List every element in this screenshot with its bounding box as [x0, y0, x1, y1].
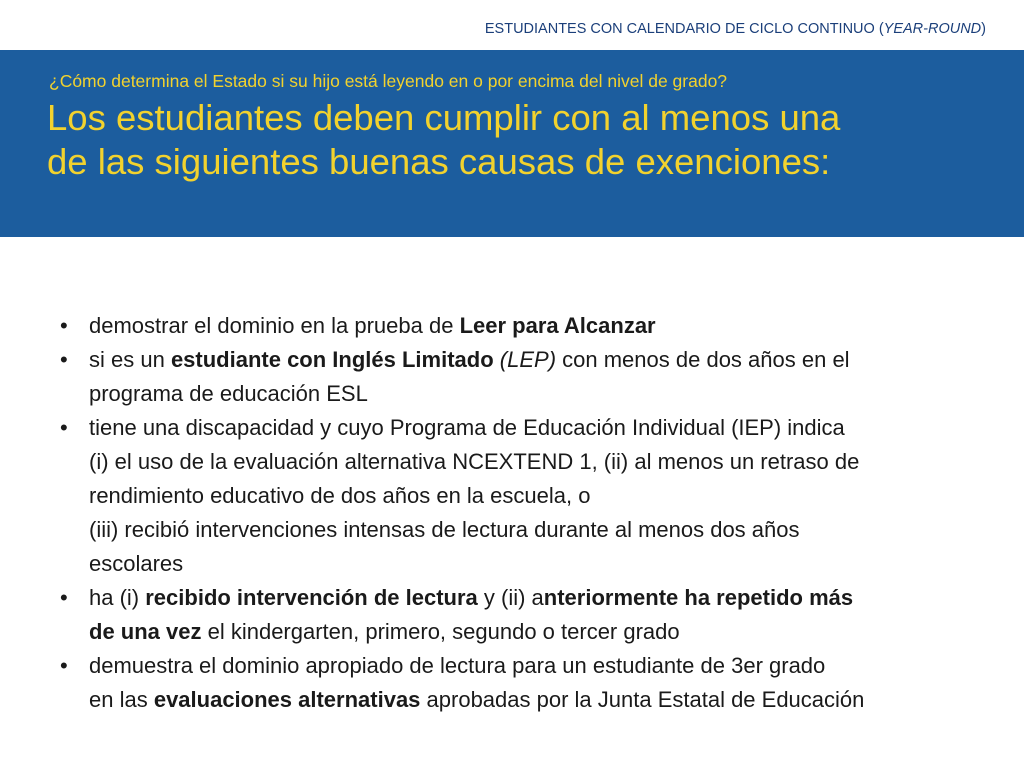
text-run: aprobadas por la Junta Estatal de Educación	[420, 687, 865, 712]
list-item-text-continued: (i) el uso de la evaluación alternativa NCEXTEND 1, (ii) al menos un retraso de	[89, 449, 860, 474]
list-item-text	[89, 343, 1000, 377]
list-item-text	[89, 581, 1000, 615]
text-run: demostrar el dominio en la prueba de	[89, 313, 460, 338]
exemptions-list	[60, 309, 1000, 717]
text-run: con menos de dos años en el	[556, 347, 850, 372]
list-item-text-continued: programa de educación ESL	[89, 381, 368, 406]
bullet-icon: •	[60, 415, 68, 440]
list-item-text	[89, 309, 1000, 343]
section-title	[485, 21, 986, 37]
list-item-text-continued: (iii) recibió intervenciones intensas de lectura durante al menos dos años	[89, 517, 800, 542]
text-run: y (ii) a	[477, 585, 544, 610]
section-title-italic: YEAR-ROUND	[883, 21, 982, 37]
banner-question: ¿Cómo determina el Estado si su hijo está leyendo en o por encima del nivel de grado?	[49, 71, 728, 91]
list-item-text-continued	[89, 615, 1000, 649]
list-item-text: demuestra el dominio apropiado de lectura para un estudiante de 3er grado	[89, 653, 826, 678]
bullet-icon: •	[60, 347, 68, 372]
bullet-icon: •	[60, 585, 68, 610]
list-item	[60, 411, 1000, 581]
bullet-icon: •	[60, 653, 68, 678]
text-run: en las	[89, 687, 154, 712]
list-item	[60, 649, 1000, 717]
bold-text-run: Leer para Alcanzar	[459, 313, 656, 338]
list-item-text-continued: escolares	[89, 551, 184, 576]
text-run: el kindergarten, primero, segundo o tercer grado	[201, 619, 680, 644]
section-title-suffix: )	[981, 21, 986, 37]
bold-text-run: nteriormente ha repetido más	[543, 585, 854, 610]
italic-text-run: (LEP)	[499, 347, 557, 372]
bold-text-run: estudiante con Inglés Limitado	[170, 347, 494, 372]
text-run: si es un	[89, 347, 171, 372]
list-item-text-continued	[89, 683, 1000, 717]
page-title	[47, 96, 1007, 184]
list-item-text: tiene una discapacidad y cuyo Programa de Educación Individual (IEP) indica	[89, 415, 845, 440]
list-item	[60, 343, 1000, 411]
bold-text-run: recibido intervención de lectura	[145, 585, 478, 610]
bold-text-run: evaluaciones alternativas	[153, 687, 421, 712]
top-bar	[0, 0, 1024, 50]
list-item	[60, 581, 1000, 649]
page-title-line-1: Los estudiantes deben cumplir con al menos una	[47, 97, 841, 138]
bullet-icon: •	[60, 313, 68, 338]
section-title-prefix: ESTUDIANTES CON CALENDARIO DE CICLO CONTINUO (	[484, 21, 884, 37]
bold-text-run: de una vez	[89, 619, 202, 644]
list-item-text-continued: rendimiento educativo de dos años en la escuela, o	[89, 483, 591, 508]
text-run: ha (i)	[89, 585, 146, 610]
page-title-line-2: de las siguientes buenas causas de exenciones:	[47, 141, 831, 182]
list-item	[60, 309, 1000, 343]
